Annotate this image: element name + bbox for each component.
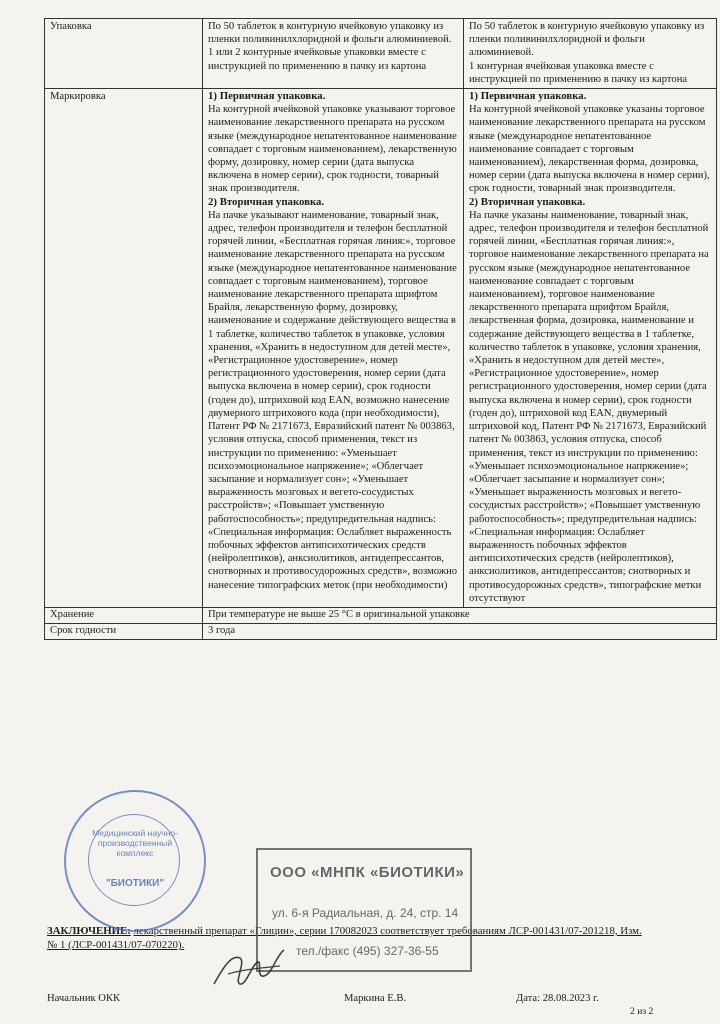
result-text: По 50 таблеток в контурную ячейковую упаковку из пленки поливинилхлоридной и фольги алюминиевой. — [469, 21, 705, 59]
result-cell — [464, 89, 717, 608]
stamp-address: ул. 6-я Радиальная, д. 24, стр. 14 — [272, 906, 459, 920]
spec-cell — [203, 19, 464, 89]
signature-date: Дата: 28.08.2023 г. — [516, 993, 599, 1004]
spec-text: По 50 таблеток в контурную ячейковую упаковку из пленки поливинилхлоридной и фольги алюминиевой. — [208, 21, 452, 46]
row-label: Упаковка — [45, 19, 203, 89]
stamp-phone: тел./факс (495) 327-36-55 — [296, 944, 439, 958]
stamp-company-name: ООО «МНПК «БИОТИКИ» — [270, 864, 465, 881]
conclusion-text: лекарственный препарат «Глицин», серии 170082023 соответствует требованиям ЛСР-001431/07-201218, Изм. № 1 (ЛСР-001431/07-070220). — [47, 925, 642, 951]
round-seal-stamp — [64, 790, 206, 932]
table-row — [45, 89, 717, 608]
result-cell — [464, 19, 717, 89]
spec-text: 1 или 2 контурные ячейковые упаковки вместе с инструкцией по применению в пачку из картона — [208, 47, 427, 72]
signature-icon — [210, 944, 290, 992]
section-heading: 2) Вторичная упаковка. — [469, 195, 586, 208]
row-label: Маркировка — [45, 89, 203, 608]
row-label: Срок годности — [45, 623, 203, 639]
seal-text: Медицинский научно-производственный комплекс — [92, 828, 178, 858]
page-number: 2 из 2 — [630, 1006, 654, 1017]
specification-table — [44, 18, 717, 640]
merged-cell: 3 года — [203, 623, 717, 639]
table-row — [45, 607, 717, 623]
conclusion-label: ЗАКЛЮЧЕНИЕ: — [47, 925, 131, 937]
merged-cell: При температуре не выше 25 °С в оригинальной упаковке — [203, 607, 717, 623]
result-text: 1 контурная ячейковая упаковка вместе с инструкцией по применению в пачку из картона — [469, 60, 688, 85]
table-row — [45, 623, 717, 639]
signer-position: Начальник ОКК — [47, 993, 121, 1004]
table-row — [45, 19, 717, 89]
section-heading: 1) Первичная упаковка. — [208, 90, 326, 103]
row-label: Хранение — [45, 607, 203, 623]
spec-text: На пачке указывают наименование, товарный знак, адрес, телефон производителя и телефон бесплатной горячей линии, «Бесплатная горячая линия:», торговое наименование лекарственного препарата на русском языке (международное непатентованное наименование совпадает с торговым наименованием), торговое наименование лекарственного препарата шрифтом Брайля, лекарственную форму, дозировку, наименование и содержание действующего вещества в 1 таблетке, количество таблеток в упаковке, условия хранения, «Хранить в недоступном для детей месте», «Регистрационное удостоверение», номер регистрационного удостоверения, номер серии (дата выпуска включена в номер серии), срок годности (годен до), штриховой код EAN, возможно нанесение двумерного штрихового кода (при необходимости), Патент РФ № 2171673, Евразийский патент № 003863, условия отпуска, способ применения, текст из инструкции по применению: «Уменьшает психоэмоциональное напряжение»; «Облегчает засыпание и нормализует сон»; «Уменьшает выраженность мозговых и вегето-сосудистых расстройств»; «Повышает умственную работоспособность»; предупредительная надпись: «Специальная информация: Ослабляет выраженность побочных эффектов антипсихотических средств (нейролептиков), анксиолитиков, антидепрессантов, снотворных и противосудорожных средств», возможно нанесение типографских меток (при необходимости) — [208, 209, 458, 591]
signer-name: Маркина Е.В. — [344, 993, 407, 1004]
section-heading: 1) Первичная упаковка. — [469, 90, 587, 103]
seal-company-name: "БИОТИКИ" — [105, 878, 165, 889]
spec-text: На контурной ячейковой упаковке указывают торговое наименование лекарственного препарата на русском языке (международное непатентованное наименование совпадает с торговым наименованием), лекарственную форму, дозировку, номер серии (дата выпуска включена в номер серии), срок годности, товарный знак производителя. — [208, 104, 457, 195]
result-text: На контурной ячейковой упаковке указаны торговое наименование лекарственного препарата на русском языке (международное непатентованное наименование совпадает с торговым наименованием), лекарственная форма, дозировка, номер серии (дата выпуска включена в номер серии), срок годности, товарный знак производителя. — [469, 104, 710, 195]
spec-cell — [203, 89, 464, 608]
result-text: На пачке указаны наименование, товарный знак, адрес, телефон производителя и телефон бесплатной горячей линии, «Бесплатная горячая линия:», торговое наименование лекарственного препарата на русском языке (международное непатентованное наименование совпадает с торговым наименованием), торговое наименование лекарственного препарата шрифтом Брайля, лекарственная форма, дозировка, наименование и содержание действующего вещества в 1 таблетке, количество таблеток в упаковке, условия хранения, «Хранить в недоступном для детей месте», «Регистрационное удостоверение», номер регистрационного удостоверения, номер серии (дата выпуска включена в номер серии), срок годности (годен до), штриховой код EAN, двумерный штриховой код, Патент РФ № 2171673, Евразийский патент № 003863, условия отпуска, способ применения, текст из инструкции по применению: «Уменьшает психоэмоциональное напряжение»; «Облегчает засыпание и нормализует сон»; «Уменьшает выраженность мозговых и вегето-сосудистых расстройств»; «Повышает умственную работоспособность»; предупредительная надпись: «Специальная информация: Ослабляет выраженность побочных эффектов антипсихотических средств (нейролептиков), анксиолитиков, антидепрессантов; снотворных и противосудорожных средств», типографские метки отсутствуют — [469, 209, 709, 604]
section-heading: 2) Вторичная упаковка. — [208, 195, 325, 208]
